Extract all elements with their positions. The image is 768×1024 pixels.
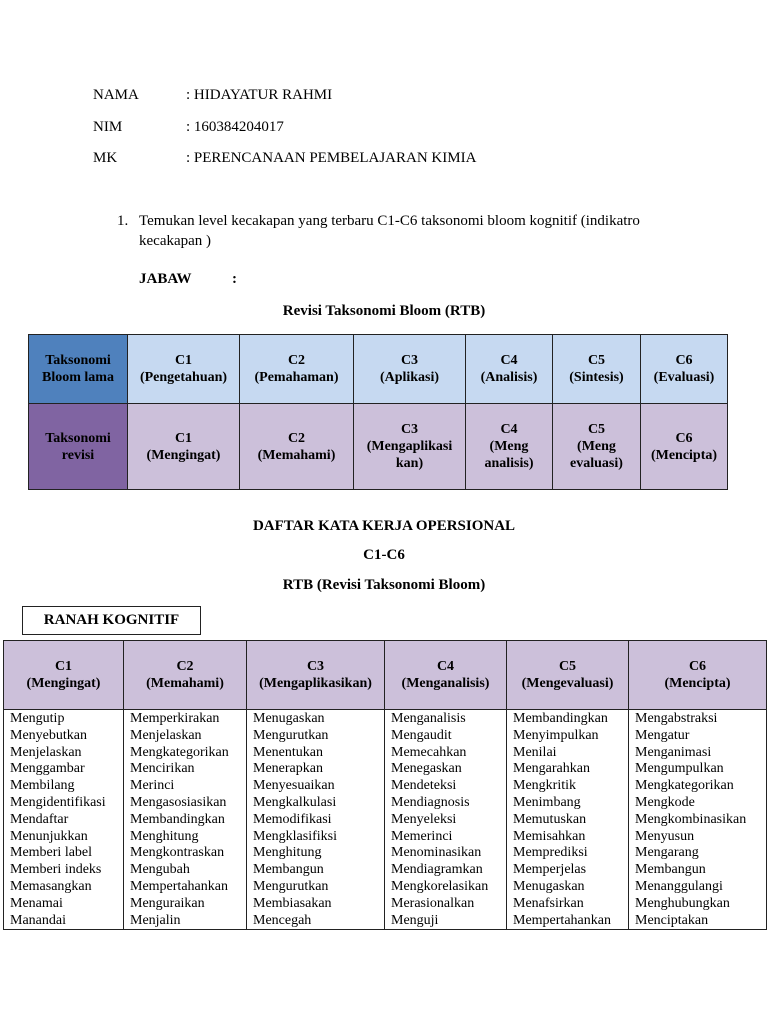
verbs-subtitle-levels: C1-C6 — [363, 547, 405, 563]
list-item: Menafsirkan — [513, 895, 584, 911]
list-item: Membiasakan — [253, 895, 332, 911]
verb-header-c4: C4 (Menganalisis) — [385, 641, 507, 710]
list-item: Membangun — [635, 862, 706, 878]
list-item: Mendaftar — [10, 811, 69, 827]
list-item: Menamai — [10, 895, 63, 911]
list-item: Mempertahankan — [513, 912, 611, 928]
list-item: Memutuskan — [513, 811, 587, 827]
cell-old-c1: C1 (Pengetahuan) — [128, 335, 240, 404]
question-number: 1. — [117, 213, 129, 229]
list-item: Mengatur — [635, 727, 690, 743]
list-item: Mengumpulkan — [635, 761, 724, 777]
verb-header-c3: C3 (Mengaplikasikan) — [247, 641, 385, 710]
name-value: : HIDAYATUR RAHMI — [186, 87, 333, 103]
list-item: Menjelaskan — [130, 727, 202, 743]
list-item: Menghubungkan — [635, 895, 730, 911]
answer-label: JABAW — [139, 271, 192, 287]
list-item: Menunjukkan — [10, 828, 88, 844]
list-item: Menyesuaikan — [253, 778, 335, 794]
cell-new-c5: C5 (Meng evaluasi) — [553, 404, 641, 490]
list-item: Mengkategorikan — [635, 778, 734, 794]
bloom-comparison-table — [28, 334, 728, 490]
cell-old-c6: C6 (Evaluasi) — [641, 335, 728, 404]
list-item: Menganimasi — [635, 744, 712, 760]
list-item: Mengarang — [635, 845, 699, 861]
question-line-1: Temukan level kecakapan yang terbaru C1-C6 taksonomi bloom kognitif (indikatro — [139, 213, 640, 229]
ranah-kognitif-label: RANAH KOGNITIF — [43, 612, 180, 628]
answer-colon: : — [232, 271, 237, 287]
list-item: Menanggulangi — [635, 878, 723, 894]
cell-new-c4: C4 (Meng analisis) — [466, 404, 553, 490]
list-item: Menugaskan — [513, 878, 585, 894]
list-item: Menimbang — [513, 794, 581, 810]
list-item: Mengkategorikan — [130, 744, 229, 760]
list-item: Mendeteksi — [391, 778, 457, 794]
list-item: Mengkritik — [513, 778, 576, 794]
list-item: Memecahkan — [391, 744, 467, 760]
list-item: Mendiagramkan — [391, 862, 483, 878]
list-item: Mengaudit — [391, 727, 452, 743]
list-item: Menyebutkan — [10, 727, 87, 743]
list-item: Mencirikan — [130, 761, 195, 777]
list-item: Mencegah — [253, 912, 312, 928]
list-item: Mengidentifikasi — [10, 794, 106, 810]
nim-label: NIM — [93, 119, 123, 135]
list-item: Menghitung — [130, 828, 199, 844]
list-item: Mengkorelasikan — [391, 878, 489, 894]
list-item: Mengarahkan — [513, 761, 590, 777]
nim-value: : 160384204017 — [186, 119, 284, 135]
list-item: Mengkode — [635, 794, 695, 810]
list-item: Mengkontraskan — [130, 845, 225, 861]
list-item: Mengutip — [10, 711, 65, 726]
table-row-revised-taxonomy — [29, 404, 728, 490]
list-item: Membandingkan — [513, 711, 608, 726]
course-label: MK — [93, 150, 118, 166]
list-item: Menguji — [391, 912, 439, 928]
table-row-old-taxonomy — [29, 335, 728, 404]
list-item: Mengabstraksi — [635, 711, 718, 726]
list-item: Mengkalkulasi — [253, 794, 337, 810]
list-item: Menegaskan — [391, 761, 462, 777]
verb-header-c6: C6 (Mencipta) — [629, 641, 767, 710]
cell-old-c3: C3 (Aplikasi) — [354, 335, 466, 404]
list-item: Membandingkan — [130, 811, 225, 827]
verb-list-c3 — [247, 710, 385, 930]
list-item: Menjelaskan — [10, 744, 82, 760]
list-item: Memberi indeks — [10, 862, 102, 878]
row-header-revised: Taksonomi revisi — [29, 404, 128, 490]
list-item: Mengkombinasikan — [635, 811, 747, 827]
verb-list-c2 — [124, 710, 247, 930]
ranah-kognitif-box — [22, 606, 201, 635]
list-item: Memperkirakan — [130, 711, 220, 726]
cell-new-c2: C2 (Memahami) — [240, 404, 354, 490]
verb-table — [3, 640, 767, 930]
verb-list-c4 — [385, 710, 507, 930]
bloom-title: Revisi Taksonomi Bloom (RTB) — [282, 303, 486, 319]
list-item: Memberi label — [10, 845, 93, 861]
list-item: Menyusun — [635, 828, 695, 844]
verb-list-c1 — [4, 710, 124, 930]
list-item: Menilai — [513, 744, 557, 760]
list-item: Menghitung — [253, 845, 322, 861]
list-item: Memisahkan — [513, 828, 586, 844]
list-item: Menciptakan — [635, 912, 709, 928]
list-item: Memasangkan — [10, 878, 92, 894]
list-item: Mengurutkan — [253, 727, 329, 743]
list-item: Memerinci — [391, 828, 453, 844]
cell-new-c1: C1 (Mengingat) — [128, 404, 240, 490]
cell-old-c4: C4 (Analisis) — [466, 335, 553, 404]
verb-list-c5 — [507, 710, 629, 930]
question-line-2: kecakapan ) — [139, 233, 212, 249]
list-item: Mendiagnosis — [391, 794, 470, 810]
list-item: Manandai — [10, 912, 66, 928]
name-label: NAMA — [93, 87, 139, 103]
list-item: Mengklasifiksi — [253, 828, 337, 844]
list-item: Membangun — [253, 862, 324, 878]
list-item: Merasionalkan — [391, 895, 475, 911]
row-header-old: Taksonomi Bloom lama — [29, 335, 128, 404]
cell-new-c3: C3 (Mengaplikasi kan) — [354, 404, 466, 490]
cell-old-c5: C5 (Sintesis) — [553, 335, 641, 404]
verbs-title: DAFTAR KATA KERJA OPERSIONAL — [252, 518, 516, 534]
list-item: Menentukan — [253, 744, 323, 760]
verb-table-header — [4, 641, 767, 710]
list-item: Mengurutkan — [253, 878, 329, 894]
verb-table-body-row — [4, 710, 767, 930]
list-item: Menerapkan — [253, 761, 323, 777]
list-item: Menjalin — [130, 912, 181, 928]
verbs-subtitle-rtb: RTB (Revisi Taksonomi Bloom) — [282, 577, 486, 593]
list-item: Memodifikasi — [253, 811, 332, 827]
list-item: Menominasikan — [391, 845, 482, 861]
list-item: Mempertahankan — [130, 878, 228, 894]
list-item: Mengasosiasikan — [130, 794, 227, 810]
verb-header-c5: C5 (Mengevaluasi) — [507, 641, 629, 710]
verb-list-c6 — [629, 710, 767, 930]
list-item: Memprediksi — [513, 845, 588, 861]
course-value: : PERENCANAAN PEMBELAJARAN KIMIA — [186, 150, 477, 166]
list-item: Menyeleksi — [391, 811, 457, 827]
list-item: Membilang — [10, 778, 75, 794]
list-item: Menugaskan — [253, 711, 325, 726]
list-item: Menganalisis — [391, 711, 466, 726]
list-item: Menggambar — [10, 761, 85, 777]
verb-header-c2: C2 (Memahami) — [124, 641, 247, 710]
list-item: Mengubah — [130, 862, 190, 878]
verb-header-c1: C1 (Mengingat) — [4, 641, 124, 710]
list-item: Menguraikan — [130, 895, 205, 911]
cell-new-c6: C6 (Mencipta) — [641, 404, 728, 490]
list-item: Merinci — [130, 778, 175, 794]
list-item: Menyimpulkan — [513, 727, 599, 743]
list-item: Memperjelas — [513, 862, 587, 878]
cell-old-c2: C2 (Pemahaman) — [240, 335, 354, 404]
